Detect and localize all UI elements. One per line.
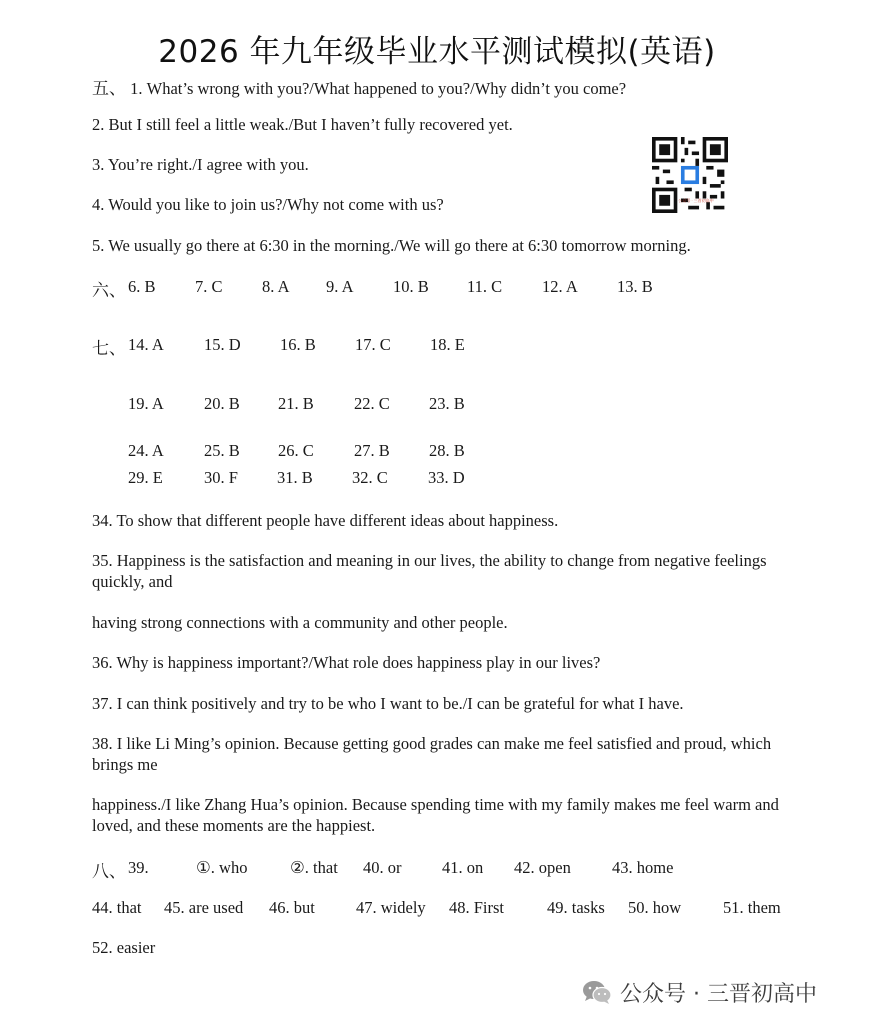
- answer-item: 26. C: [278, 441, 314, 460]
- answer-item: 46. but: [269, 898, 315, 917]
- answer-item: 10. B: [393, 277, 429, 296]
- answer-item: 52. easier: [92, 938, 156, 957]
- answer-item: 29. E: [128, 468, 163, 487]
- answer-item: 21. B: [278, 394, 314, 413]
- answer-item: 45. are used: [164, 898, 244, 917]
- answer-item: 7. C: [195, 277, 223, 296]
- answer-item: 49. tasks: [547, 898, 605, 917]
- answer-item: 30. F: [204, 468, 238, 487]
- answer-item: 43. home: [612, 858, 674, 877]
- answer-item: 39.: [128, 858, 149, 877]
- answer-item: 20. B: [204, 394, 240, 413]
- answer-item: 47. widely: [356, 898, 426, 917]
- page-title: 2026 年九年级毕业水平测试模拟(英语): [158, 34, 716, 70]
- answer-item: 50. how: [628, 898, 682, 917]
- answer-text: 1. What’s wrong with you?/What happened to you?/Why didn’t you come?: [130, 79, 627, 98]
- section-label: 八、: [92, 862, 126, 882]
- answer-item: 22. C: [354, 394, 390, 413]
- answer-item: 48. First: [449, 898, 505, 917]
- answer-35-part2: having strong connections with a community and other people.: [92, 613, 508, 632]
- answer-38-part1: 38. I like Li Ming’s opinion. Because getting good grades can make me feel satisfied and proud, which brings me: [92, 734, 772, 774]
- answer-item: 25. B: [204, 441, 240, 460]
- wechat-icon: [582, 979, 612, 1005]
- wechat-watermark: [582, 978, 817, 1006]
- answer-37: 37. I can think positively and try to be who I want to be./I can be grateful for what I have.: [92, 694, 684, 713]
- section-label: 五、: [92, 79, 126, 99]
- answer-item: 32. C: [352, 468, 388, 487]
- answer-item: 16. B: [280, 335, 316, 354]
- part5-line-1: [92, 74, 626, 99]
- answer-item: 14. A: [128, 335, 164, 354]
- answer-item: 33. D: [428, 468, 465, 487]
- answer-item: 44. that: [92, 898, 142, 917]
- answer-item: 28. B: [429, 441, 465, 460]
- answer-item: 8. A: [262, 277, 290, 296]
- answer-34: 34. To show that different people have different ideas about happiness.: [92, 511, 559, 530]
- part5-line-2: 2. But I still feel a little weak./But I haven’t fully recovered yet.: [92, 115, 513, 134]
- answer-38-part2: happiness./I like Zhang Hua’s opinion. Because spending time with my family makes me feel warm and loved, and these moments are the happiest.: [92, 795, 779, 835]
- part7-label-line: [92, 334, 126, 359]
- answer-item: 9. A: [326, 277, 354, 296]
- answer-item: 31. B: [277, 468, 313, 487]
- answer-item: ②. that: [290, 858, 338, 877]
- answer-item: 13. B: [617, 277, 653, 296]
- part8-label-line: [92, 857, 126, 882]
- answer-item: 18. E: [430, 335, 465, 354]
- answer-item: 12. A: [542, 277, 578, 296]
- answer-item: 27. B: [354, 441, 390, 460]
- answer-item: 40. or: [363, 858, 402, 877]
- answer-item: 11. C: [467, 277, 503, 296]
- part5-line-5: 5. We usually go there at 6:30 in the morning./We will go there at 6:30 tomorrow morning.: [92, 236, 691, 255]
- answer-36: 36. Why is happiness important?/What role does happiness play in our lives?: [92, 653, 601, 672]
- answer-item: 17. C: [355, 335, 391, 354]
- answer-item: 51. them: [723, 898, 781, 917]
- part6-row: [92, 276, 126, 301]
- watermark-text: 公众号 · 三晋初高中: [620, 981, 817, 1007]
- section-label: 七、: [92, 339, 126, 359]
- qr-caption: 公众号 · 三晋初高中: [678, 198, 714, 203]
- answer-item: 23. B: [429, 394, 465, 413]
- answer-item: 41. on: [442, 858, 484, 877]
- answer-item: 15. D: [204, 335, 241, 354]
- answer-35-part1: 35. Happiness is the satisfaction and meaning in our lives, the ability to change from negative feelings quickly, and: [92, 551, 767, 591]
- part5-line-3: 3. You’re right./I agree with you.: [92, 155, 309, 174]
- answer-item: 6. B: [128, 277, 156, 296]
- answer-item: 42. open: [514, 858, 571, 877]
- answer-item: 19. A: [128, 394, 164, 413]
- section-label: 六、: [92, 281, 126, 301]
- answer-item: ①. who: [196, 858, 248, 877]
- answer-item: 24. A: [128, 441, 164, 460]
- part5-line-4: 4. Would you like to join us?/Why not come with us?: [92, 195, 444, 214]
